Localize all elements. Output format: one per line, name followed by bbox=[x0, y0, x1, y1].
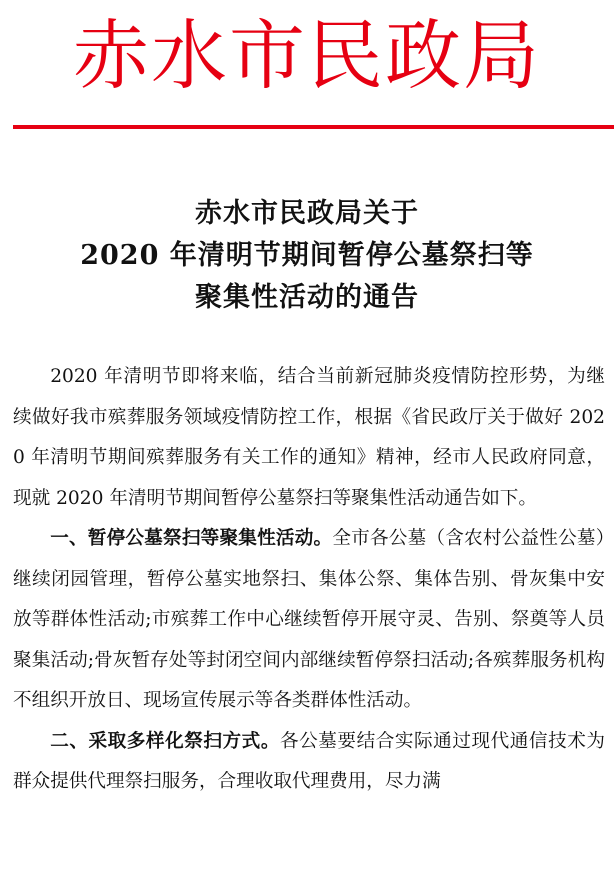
paragraph-section-2 bbox=[13, 722, 605, 803]
red-divider-line bbox=[13, 125, 614, 129]
section-heading: 一、暂停公墓祭扫等聚集性活动。 bbox=[50, 528, 333, 549]
document-body bbox=[13, 357, 605, 803]
paragraph-text: 各公墓要结合实际通过现代通信技术为群众提供代理祭扫服务，合理收取代理费用，尽力满 bbox=[13, 730, 605, 792]
paragraph-section-1 bbox=[13, 519, 605, 722]
document-title-line: 赤水市民政局关于 bbox=[195, 198, 419, 229]
paragraph-text: 2020 年清明节即将来临，结合当前新冠肺炎疫情防控形势，为继续做好我市殡葬服务领域疫情防控工作，根据《省民政厅关于做好 2020 年清明节期间殡葬服务有关工作的通知》精神，经市人民政府同意，现就 2020 年清明节期间暂停公墓祭扫等聚集性活动通告如下。 bbox=[13, 366, 605, 509]
paragraph-text: 全市各公墓（含农村公益性公墓）继续闭园管理，暂停公墓实地祭扫、集体公祭、集体告别、骨灰集中安放等群体性活动;市殡葬工作中心继续暂停开展守灵、告别、祭奠等人员聚集活动;骨灰暂存处等封闭空间内部继续暂停祭扫活动;各殡葬服务机构不组织开放日、现场宣传展示等各类群体性活动。 bbox=[13, 528, 605, 711]
document-title-line: 聚集性活动的通告 bbox=[195, 282, 419, 313]
document-title-line: 2020 年清明节期间暂停公墓祭扫等 bbox=[80, 240, 534, 271]
masthead-title: 赤水市民政局 bbox=[73, 11, 541, 100]
paragraph-intro bbox=[13, 357, 605, 519]
document-title bbox=[0, 193, 614, 319]
section-heading: 二、采取多样化祭扫方式。 bbox=[50, 730, 280, 752]
masthead bbox=[0, 0, 614, 112]
